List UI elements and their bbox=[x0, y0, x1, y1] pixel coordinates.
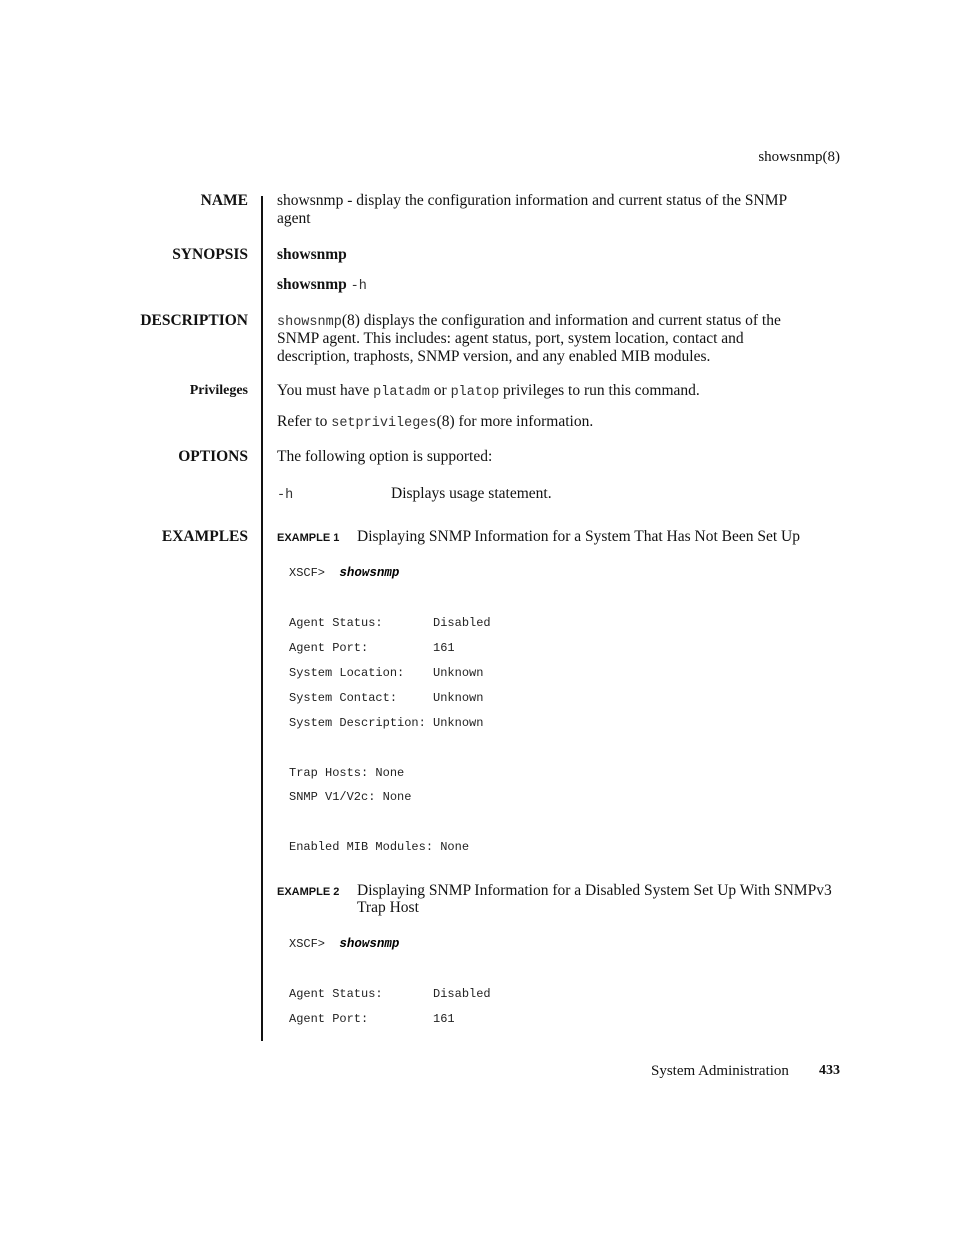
description-heading: DESCRIPTION bbox=[140, 312, 248, 329]
running-head: showsnmp(8) bbox=[758, 149, 840, 165]
example-1-command: showsnmp bbox=[339, 566, 400, 580]
option-description: Displays usage statement. bbox=[391, 485, 552, 502]
name-heading: NAME bbox=[200, 192, 248, 209]
privileges-refer-a: Refer to bbox=[277, 413, 332, 430]
description-line-2: SNMP agent. This includes: agent status, port, system location, contact and bbox=[277, 330, 744, 347]
privileges-paragraph-2 bbox=[277, 413, 593, 433]
example-1-prompt-line bbox=[289, 566, 399, 580]
option-flag-h: -h bbox=[277, 488, 294, 503]
example-2-command: showsnmp bbox=[339, 937, 400, 951]
synopsis-command-1: showsnmp bbox=[277, 246, 347, 263]
options-heading: OPTIONS bbox=[178, 448, 248, 465]
examples-heading: EXAMPLES bbox=[161, 528, 248, 545]
privileges-code-platadm: platadm bbox=[373, 385, 430, 400]
options-intro: The following option is supported: bbox=[277, 448, 493, 465]
example-1-output-line: Trap Hosts: None bbox=[289, 766, 405, 780]
name-line-2: agent bbox=[277, 210, 311, 227]
privileges-heading: Privileges bbox=[189, 383, 248, 398]
description-command: showsnmp bbox=[277, 315, 342, 330]
privileges-paragraph-1 bbox=[277, 382, 700, 402]
section-divider-rule bbox=[261, 196, 263, 1041]
footer-title: System Administration bbox=[651, 1063, 789, 1079]
synopsis-heading: SYNOPSIS bbox=[172, 246, 248, 263]
example-1-prompt: XSCF> bbox=[289, 566, 326, 580]
name-line-1: showsnmp - display the configuration information and current status of the SNMP bbox=[277, 192, 788, 209]
example-2-title-line-1: Displaying SNMP Information for a Disabled System Set Up With SNMPv3 bbox=[357, 882, 832, 899]
example-1-output-line: System Contact: Unknown bbox=[289, 691, 484, 705]
example-2-prompt-line bbox=[289, 937, 399, 951]
synopsis-command-2-name: showsnmp bbox=[277, 276, 347, 293]
example-2-output-line: Agent Port: 161 bbox=[289, 1012, 455, 1026]
privileges-text-a: You must have bbox=[277, 382, 374, 399]
example-1-output-line: System Location: Unknown bbox=[289, 666, 484, 680]
example-1-output-line: Enabled MIB Modules: None bbox=[289, 840, 470, 854]
synopsis-command-2-option: -h bbox=[350, 279, 367, 294]
page-number: 433 bbox=[819, 1063, 840, 1078]
privileges-text-c: privileges to run this command. bbox=[499, 382, 700, 399]
description-line-1-text: (8) displays the configuration and information and current status of the bbox=[341, 312, 781, 329]
example-2-title-line-2: Trap Host bbox=[357, 899, 419, 916]
example-1-output-line: SNMP V1/V2c: None bbox=[289, 790, 412, 804]
description-line-1 bbox=[277, 312, 781, 332]
example-2-prompt: XSCF> bbox=[289, 937, 326, 951]
privileges-text-b: or bbox=[429, 382, 451, 399]
description-line-3: description, traphosts, SNMP version, and any enabled MIB modules. bbox=[277, 348, 711, 365]
example-2-label: EXAMPLE 2 bbox=[277, 886, 340, 898]
example-2-output-line: Agent Status: Disabled bbox=[289, 987, 491, 1001]
option-flag bbox=[277, 485, 293, 505]
example-1-output-line: Agent Status: Disabled bbox=[289, 616, 491, 630]
synopsis-command-2 bbox=[277, 276, 367, 296]
example-1-label: EXAMPLE 1 bbox=[277, 532, 340, 544]
privileges-code-platop: platop bbox=[450, 385, 500, 400]
example-1-output-line: System Description: Unknown bbox=[289, 716, 484, 730]
privileges-refer-b: (8) for more information. bbox=[436, 413, 594, 430]
privileges-code-setprivileges: setprivileges bbox=[331, 416, 437, 431]
example-1-output-line: Agent Port: 161 bbox=[289, 641, 455, 655]
example-1-title: Displaying SNMP Information for a System That Has Not Been Set Up bbox=[357, 528, 800, 545]
